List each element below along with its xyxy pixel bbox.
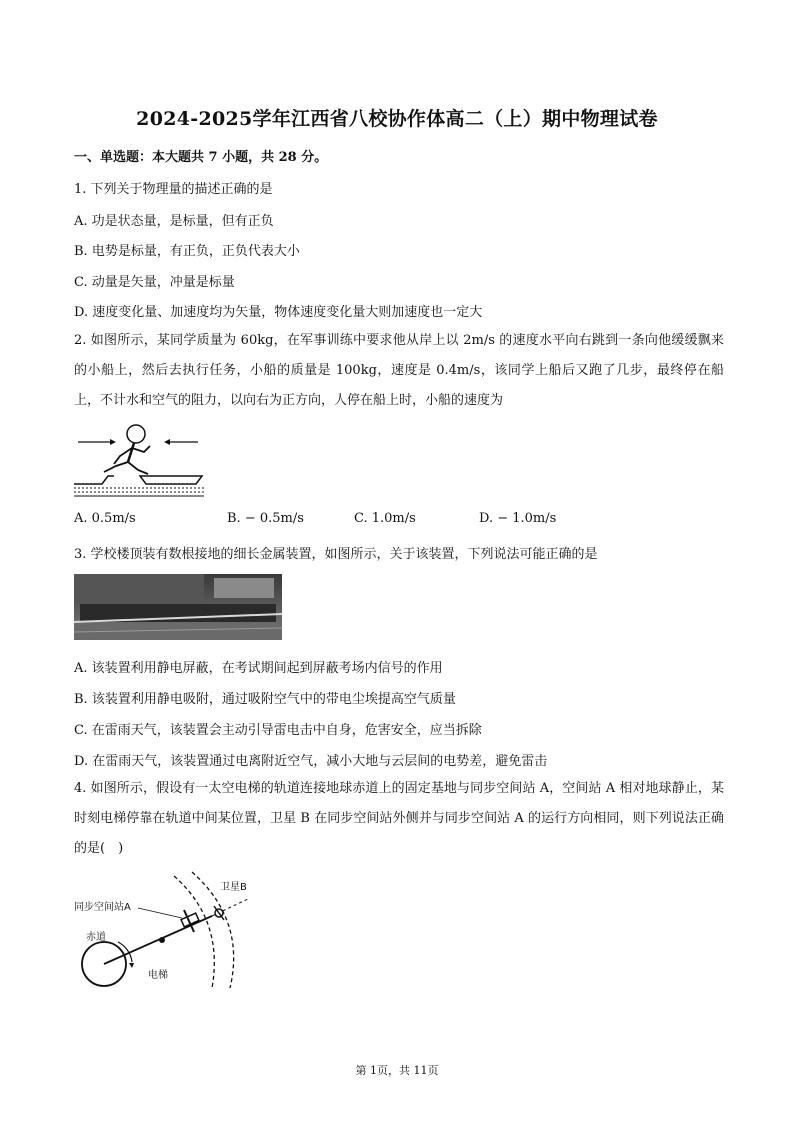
q1-stem: 1. 下列关于物理量的描述正确的是: [74, 182, 273, 197]
q1-option-b: B. 电势是标量，有正负，正负代表大小: [74, 244, 300, 259]
q4-figure-space-elevator: [74, 870, 254, 990]
q2-stem: 2. 如图所示，某同学质量为 60kg，在军事训练中要求他从岸上以 2m/s 的速度水平向右跳到一条向他缓缓飘来的小船上，然后去执行任务，小船的质量是 100kg，速度是 0.4m/s，该同学上船后又跑了几步，最终停在船上，不计水和空气的阻力，以向右为正方向，人停在船上时，小船的速度为: [74, 333, 724, 408]
q2-option-d: D. − 1.0m/s: [479, 511, 557, 526]
q1-option-c: C. 动量是矢量，冲量是标量: [74, 275, 235, 290]
label-station: 同步空间站A: [74, 902, 131, 913]
q3-option-b: B. 该装置利用静电吸附，通过吸附空气中的带电尘埃提高空气质量: [74, 692, 456, 707]
q3-option-d: D. 在雷雨天气，该装置通过电离附近空气，减小大地与云层间的电势差，避免雷击: [74, 754, 548, 769]
section-heading: 一、单选题：本大题共 7 小题，共 28 分。: [74, 150, 328, 165]
elevator-tether: [104, 916, 212, 964]
q3-option-a: A. 该装置利用静电屏蔽，在考试期间起到屏蔽考场内信号的作用: [74, 661, 443, 676]
q1-option-d: D. 速度变化量、加速度均为矢量，物体速度变化量大则加速度也一定大: [74, 305, 483, 320]
q2-option-b: B. − 0.5m/s: [227, 511, 304, 526]
q4-stem: 4. 如图所示，假设有一太空电梯的轨道连接地球赤道上的固定基地与同步空间站 A，空间站 A 相对地球静止，某时刻电梯停靠在轨道中间某位置，卫星 B 在同步空间站外侧并与同步空间站 A 的运行方向相同，则下列说法正确的是( ): [74, 781, 724, 856]
q3-stem: 3. 学校楼顶装有数根接地的细长金属装置，如图所示，关于该装置，下列说法可能正确的是: [74, 547, 598, 562]
label-equator: 赤道: [86, 932, 106, 943]
q2-option-c: C. 1.0m/s: [354, 511, 416, 526]
label-elevator: 电梯: [148, 970, 168, 981]
page-title: 2024-2025学年江西省八校协作体高二（上）期中物理试卷: [136, 108, 658, 130]
elevator-cabin: [159, 937, 165, 943]
label-satellite: 卫星B: [220, 882, 247, 893]
q2-option-a: A. 0.5m/s: [74, 511, 136, 526]
page-footer: 第 1页，共 11页: [355, 1064, 439, 1077]
q3-photo-rooftop-device: [74, 574, 282, 640]
q1-option-a: A. 功是状态量，是标量，但有正负: [74, 214, 274, 229]
q2-figure-jumping-boat: [74, 420, 214, 500]
orbit-inner: [174, 876, 214, 988]
q3-option-c: C. 在雷雨天气，该装置会主动引导雷电击中自身，危害安全，应当拆除: [74, 723, 482, 738]
